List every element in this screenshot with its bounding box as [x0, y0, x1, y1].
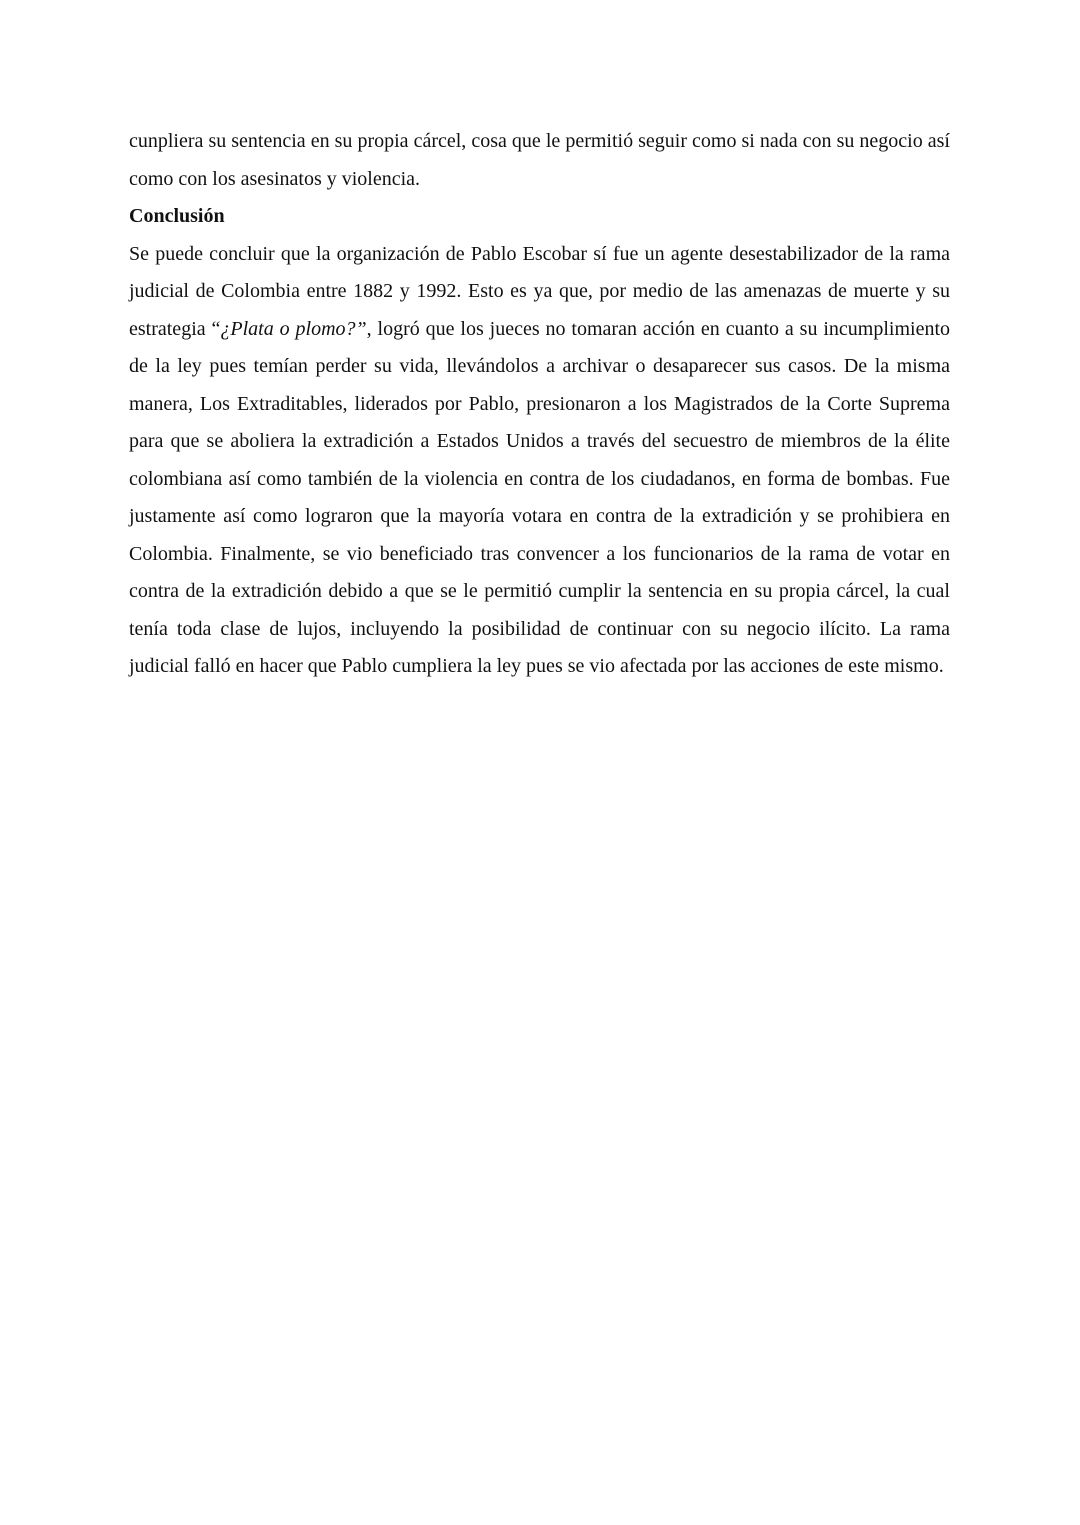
section-heading: Conclusión — [129, 205, 225, 227]
conclusion-text-part1: Se puede concluir que la organización de Pablo Escobar sí fue un agente desestabilizador de la rama judicial de Colombia entre 1882 y 1992. Esto es ya que, por medio de las amenazas de muerte y su estrategia “ — [129, 242, 950, 340]
intro-paragraph: cunpliera su sentencia en su propia cárcel, cosa que le permitió seguir como si nada con su negocio así como con los asesinatos y violencia. — [129, 130, 950, 190]
conclusion-text-part2: , logró que los jueces no tomaran acción en cuanto a su incumplimiento de la ley pues temían perder su vida, llevándolos a archivar o desaparecer sus casos. De la misma manera, Los Extraditables, liderados por Pablo, presionaron a los Magistrados de la Corte Suprema para que se aboliera la extradición a Estados Unidos a través del secuestro de miembros de la élite colombiana así como también de la violencia en contra de los ciudadanos, en forma de bombas. Fue justamente así como lograron que la mayoría votara en contra de la extradición y se prohibiera en Colombia. Finalmente, se vio beneficiado tras convencer a los funcionarios de la rama de votar en contra de la extradición debido a que se le permitió cumplir la sentencia en su propia cárcel, la cual tenía toda clase de lujos, incluyendo la posibilidad de continuar con su negocio ilícito. La rama judicial falló en hacer que Pablo cumpliera la ley pues se vio afectada por las acciones de este mismo. — [129, 317, 951, 677]
quoted-phrase: ¿Plata o plomo?” — [220, 317, 367, 340]
document-body — [129, 123, 950, 686]
conclusion-paragraph — [129, 236, 950, 686]
